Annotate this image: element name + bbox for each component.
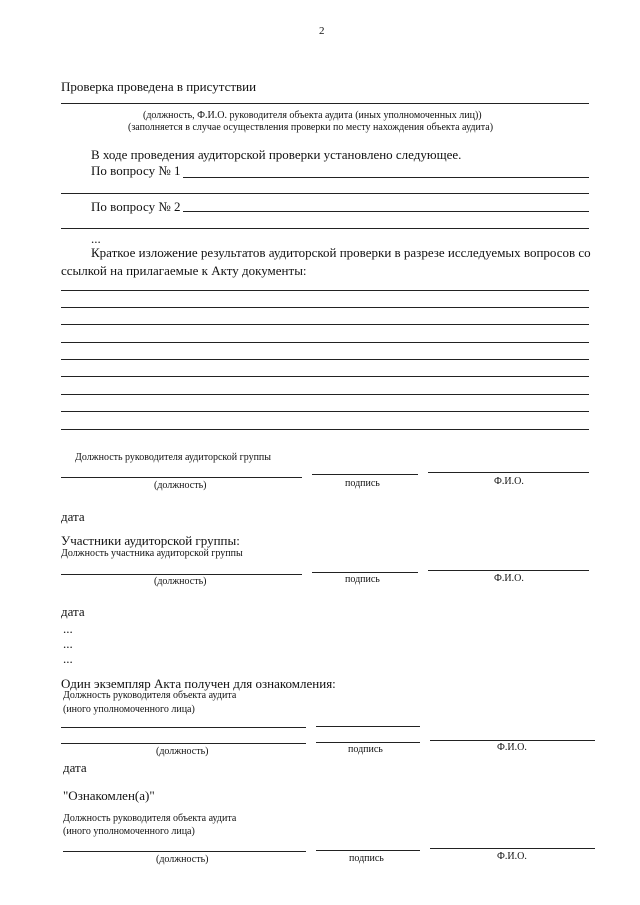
page-number: 2 — [319, 25, 325, 37]
participant-role: Должность участника аудиторской группы — [61, 548, 243, 559]
participant-name-caption: Ф.И.О. — [494, 573, 524, 584]
acknowledged-name-line — [430, 848, 595, 849]
participant-date-label: дата — [61, 604, 85, 619]
acknowledged-position-caption: (должность) — [156, 854, 209, 865]
receipt-signature-line — [316, 742, 420, 743]
presence-caption-1: (должность, Ф.И.О. руководителя объекта аудита (иных уполномоченных лиц)) — [143, 110, 482, 121]
receipt-position-caption: (должность) — [156, 746, 209, 757]
acknowledged-signature-caption: подпись — [349, 853, 384, 864]
leader-signature-caption: подпись — [345, 478, 380, 489]
participant-ellipsis: ... — [63, 651, 73, 666]
receipt-extra-line — [61, 727, 306, 728]
leader-date-label: дата — [61, 509, 85, 524]
acknowledged-position-line — [63, 851, 306, 852]
participant-ellipsis: ... — [63, 636, 73, 651]
summary-line — [61, 342, 589, 343]
receipt-role-2: (иного уполномоченного лица) — [63, 704, 195, 715]
receipt-signature-caption: подпись — [348, 744, 383, 755]
receipt-name-caption: Ф.И.О. — [497, 742, 527, 753]
summary-text-2: ссылкой на прилагаемые к Акту документы: — [61, 263, 307, 278]
summary-text-1: Краткое изложение результатов аудиторской проверки в разрезе исследуемых вопросов со — [91, 245, 591, 260]
summary-line — [61, 307, 589, 308]
findings-heading: В ходе проведения аудиторской проверки установлено следующее. — [91, 147, 462, 162]
participant-ellipsis: ... — [63, 621, 73, 636]
receipt-extra-line — [316, 726, 420, 727]
participant-name-line — [428, 570, 589, 571]
acknowledged-role-2: (иного уполномоченного лица) — [63, 826, 195, 837]
participant-position-caption: (должность) — [154, 576, 207, 587]
leader-signature-line — [312, 474, 418, 475]
acknowledged-role-1: Должность руководителя объекта аудита — [63, 813, 237, 824]
leader-position-caption: (должность) — [154, 480, 207, 491]
receipt-heading: Один экземпляр Акта получен для ознакомления: — [61, 676, 336, 691]
summary-line — [61, 429, 589, 430]
findings-ellipsis: ... — [91, 231, 101, 246]
presence-label: Проверка проведена в присутствии — [61, 79, 257, 94]
summary-line — [61, 290, 589, 291]
acknowledged-label: "Ознакомлен(а)" — [63, 788, 155, 803]
summary-line — [61, 394, 589, 395]
question-1-label: По вопросу № 1 — [91, 163, 181, 178]
question-2-line-2 — [61, 228, 589, 229]
question-2-line — [183, 211, 589, 212]
leader-position-line — [61, 477, 302, 478]
participants-heading: Участники аудиторской группы: — [61, 533, 240, 548]
summary-line — [61, 411, 589, 412]
participant-signature-line — [312, 572, 418, 573]
participant-position-line — [61, 574, 302, 575]
leader-name-line — [428, 472, 589, 473]
question-1-line-2 — [61, 193, 589, 194]
acknowledged-name-caption: Ф.И.О. — [497, 851, 527, 862]
summary-line — [61, 359, 589, 360]
participant-signature-caption: подпись — [345, 574, 380, 585]
receipt-date-label: дата — [63, 760, 87, 775]
presence-line — [61, 103, 589, 104]
acknowledged-signature-line — [316, 850, 420, 851]
group-leader-role: Должность руководителя аудиторской группы — [75, 452, 271, 463]
receipt-role-1: Должность руководителя объекта аудита — [63, 690, 237, 701]
presence-caption-2: (заполняется в случае осуществления проверки по месту нахождения объекта аудита) — [128, 122, 494, 133]
question-1-line — [183, 177, 589, 178]
summary-line — [61, 376, 589, 377]
leader-name-caption: Ф.И.О. — [494, 476, 524, 487]
receipt-name-line — [430, 740, 595, 741]
question-2-label: По вопросу № 2 — [91, 199, 181, 214]
receipt-position-line — [61, 743, 306, 744]
summary-line — [61, 324, 589, 325]
